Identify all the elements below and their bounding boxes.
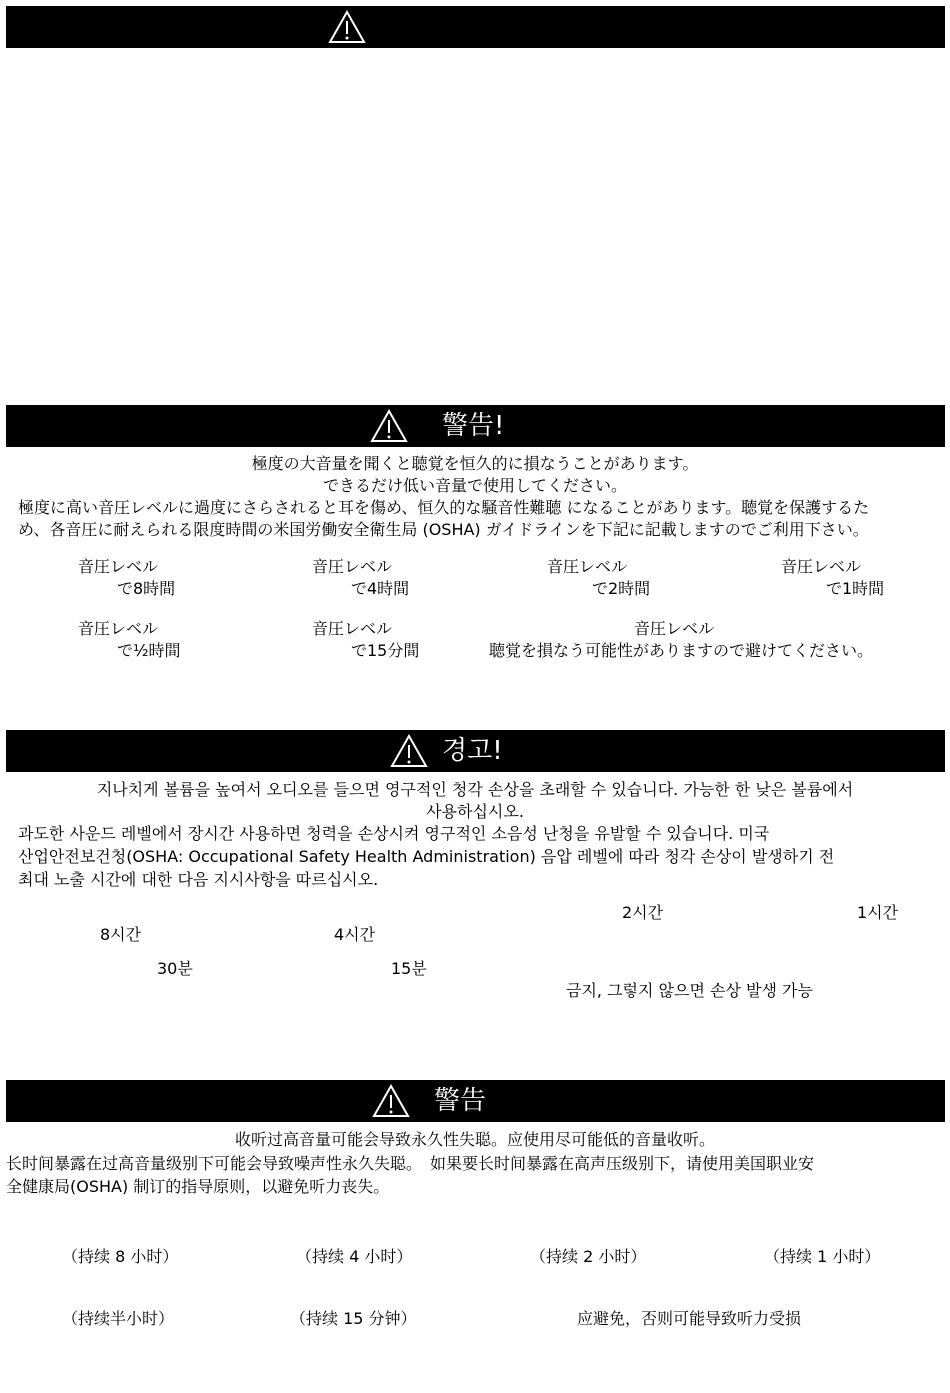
chinese-paragraph-2: 全健康局(OSHA) 制订的指导原则，以避免听力丧失。 [6, 1177, 390, 1196]
japanese-level-time: で2時間 [592, 579, 651, 598]
japanese-level-label: 音圧レベル [78, 557, 159, 576]
korean-level-time: 30분 [157, 959, 193, 978]
japanese-paragraph-1: 極度に高い音圧レベルに過度にさらされると耳を傷め、恒久的な騒音性難聴 になることがあります。聴覚を保護するた [18, 498, 870, 517]
korean-line-2: 사용하십시오. [426, 802, 524, 821]
korean-level-time: 15분 [391, 959, 427, 978]
chinese-level-time: （持续 8 小时） [62, 1247, 179, 1266]
japanese-line-2: できるだけ低い音量で使用してください。 [322, 476, 627, 495]
japanese-level-time: で½時間 [117, 641, 181, 660]
korean-paragraph-3: 최대 노출 시간에 대한 다음 지시사항을 따르십시오. [18, 870, 379, 889]
top-warning-bar [6, 6, 945, 48]
chinese-warning-title: 警告 [434, 1086, 487, 1116]
chinese-level-time: 应避免，否则可能导致听力受损 [577, 1309, 802, 1328]
japanese-level-time: 聴覚を損なう可能性がありますので避けてください。 [489, 641, 874, 660]
chinese-paragraph-1: 长时间暴露在过高音量级别下可能会导致噪声性永久失聪。 如果要长时间暴露在高声压级别下，请使用美国职业安 [6, 1154, 815, 1173]
japanese-level-time: で8時間 [117, 579, 176, 598]
japanese-level-label: 音圧レベル [312, 557, 393, 576]
korean-line-1: 지나치게 볼륨을 높여서 오디오를 들으면 영구적인 청각 손상을 초래할 수 있습니다. 가능한 한 낮은 볼륨에서 [96, 780, 854, 799]
korean-level-time: 1시간 [857, 903, 899, 922]
japanese-level-label: 音圧レベル [547, 557, 628, 576]
japanese-level-time: で1時間 [826, 579, 885, 598]
japanese-paragraph-2: め、各音圧に耐えられる限度時間の米国労働安全衛生局 (OSHA) ガイドラインを下記に記載しますのでご利用下さい。 [18, 520, 869, 539]
japanese-warning-bar [6, 405, 945, 447]
korean-warning-title: 경고! [442, 736, 503, 766]
korean-level-time: 8시간 [100, 925, 142, 944]
chinese-warning-bar [6, 1080, 945, 1122]
korean-warning-bar [6, 730, 945, 772]
japanese-line-1: 極度の大音量を聞くと聴覚を恒久的に損なうことがあります。 [251, 454, 699, 473]
japanese-warning-title: 警告! [442, 411, 505, 441]
korean-paragraph-2: 산업안전보건청(OSHA: Occupational Safety Health Administration) 음압 레벨에 따라 청각 손상이 발생하기 전 [18, 847, 835, 866]
japanese-level-label: 音圧レベル [781, 557, 862, 576]
warning-triangle-icon [390, 734, 428, 768]
korean-paragraph-1: 과도한 사운드 레벨에서 장시간 사용하면 청력을 손상시켜 영구적인 소음성 난청을 유발할 수 있습니다. 미국 [18, 824, 770, 843]
korean-level-time: 금지, 그렇지 않으면 손상 발생 가능 [566, 981, 813, 1000]
japanese-level-time: で15分間 [351, 641, 420, 660]
chinese-level-time: （持续半小时） [62, 1309, 175, 1328]
warning-triangle-icon [370, 409, 408, 443]
japanese-level-label: 音圧レベル [78, 619, 159, 638]
chinese-line-1: 收听过高音量可能会导致永久性失聪。应使用尽可能低的音量收听。 [234, 1130, 715, 1149]
chinese-level-time: （持续 4 小时） [296, 1247, 413, 1266]
warning-triangle-icon [372, 1084, 410, 1118]
japanese-level-label: 音圧レベル [312, 619, 393, 638]
chinese-level-time: （持续 1 小时） [764, 1247, 881, 1266]
chinese-level-time: （持续 2 小时） [530, 1247, 647, 1266]
korean-level-time: 2시간 [622, 903, 664, 922]
korean-level-time: 4시간 [334, 925, 376, 944]
chinese-level-time: （持续 15 分钟） [290, 1309, 417, 1328]
japanese-level-label: 音圧レベル [634, 619, 715, 638]
japanese-level-time: で4時間 [351, 579, 410, 598]
warning-triangle-icon [328, 10, 366, 44]
